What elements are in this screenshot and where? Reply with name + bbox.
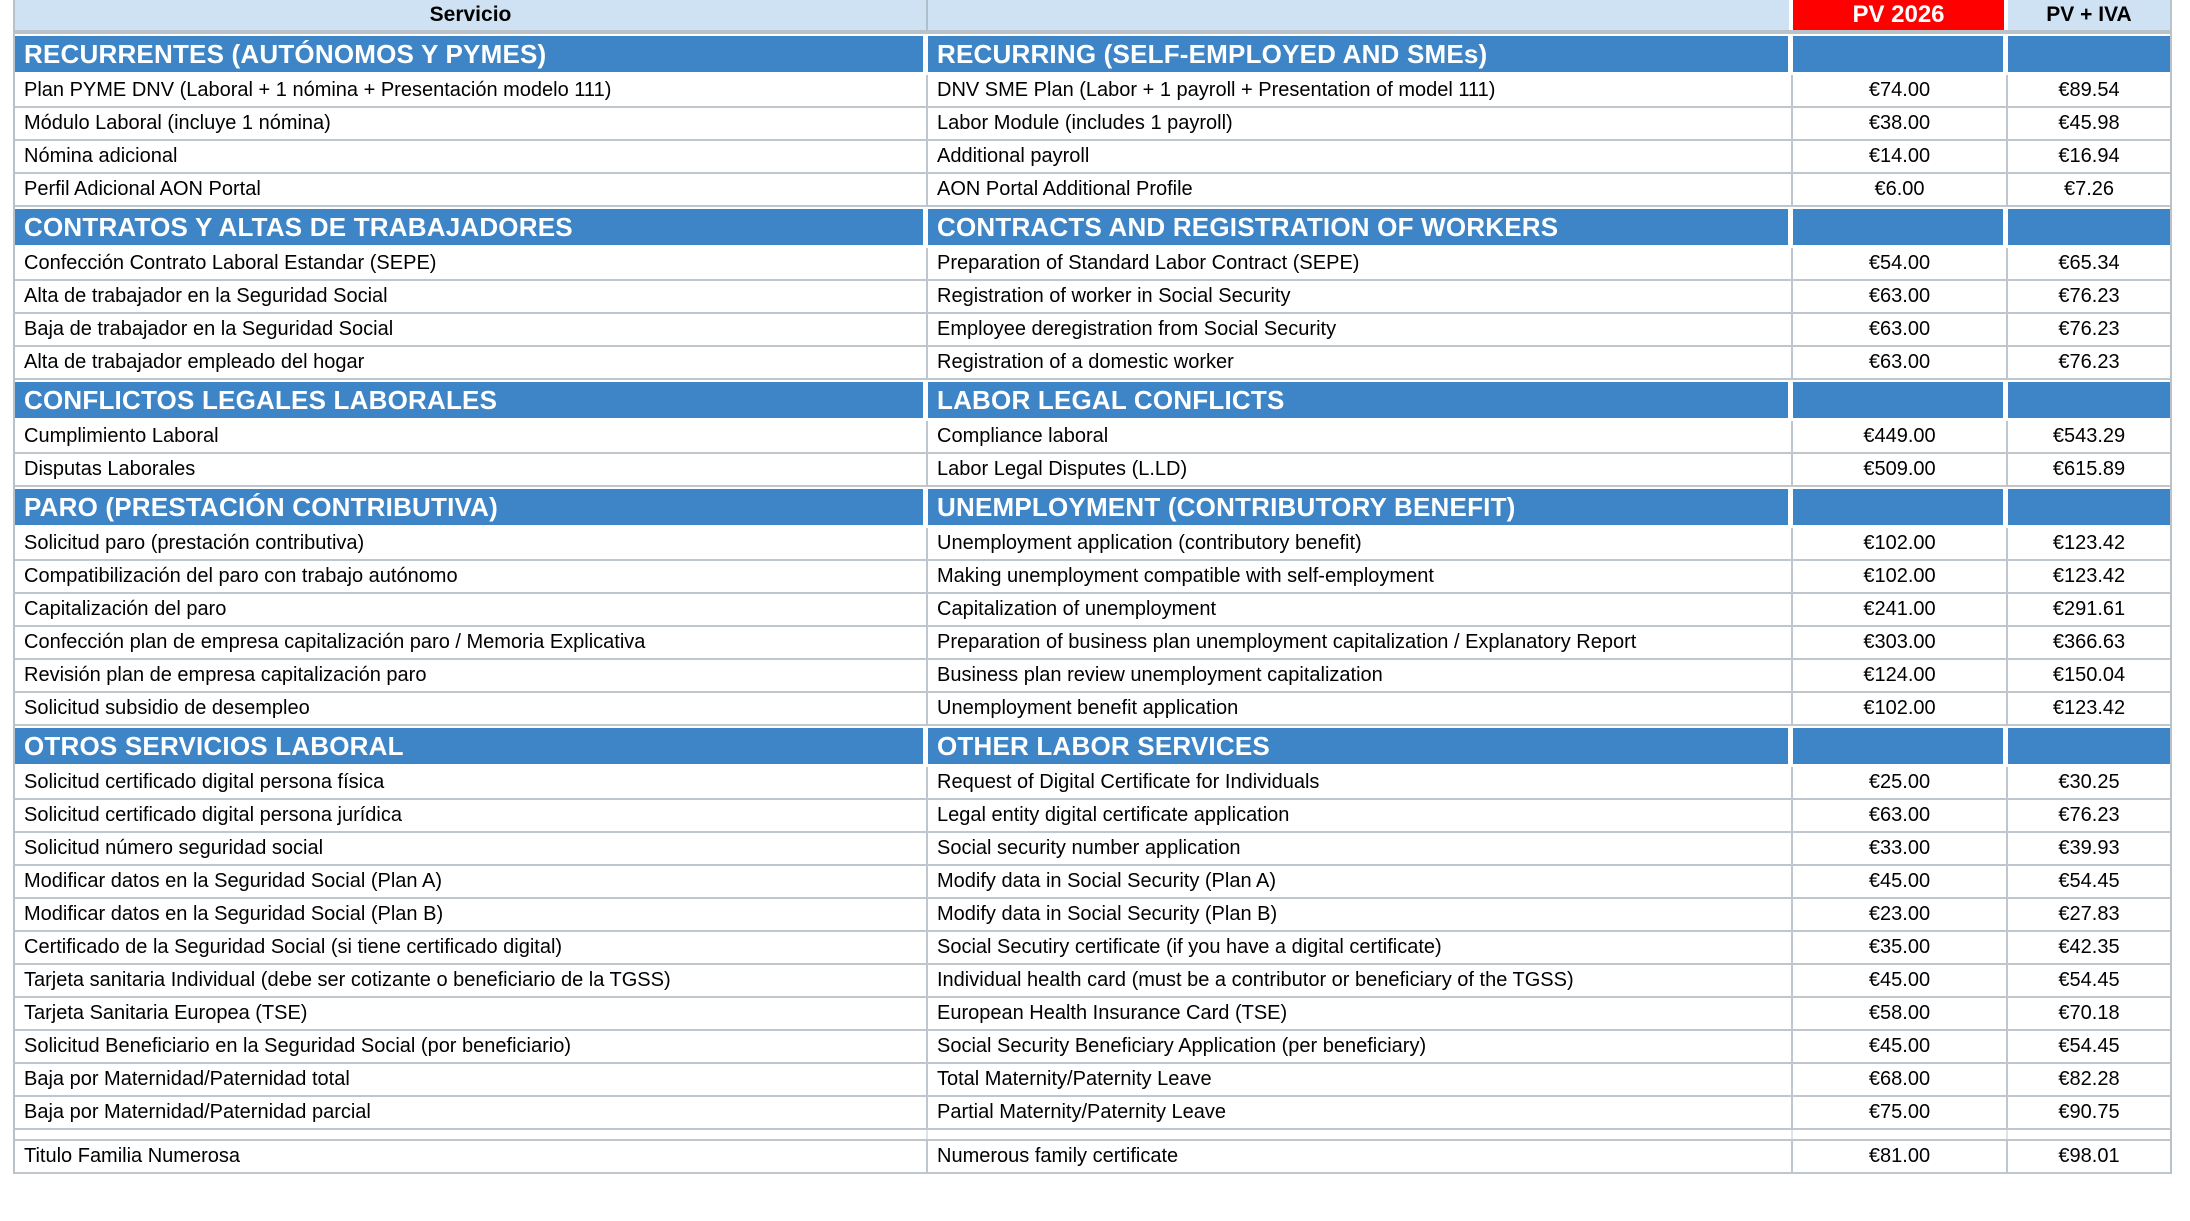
price-pv-iva-cell: €76.23 (2008, 281, 2170, 312)
table-row (15, 454, 2170, 487)
table-row (15, 1064, 2170, 1097)
table-row (15, 141, 2170, 174)
service-name-es-cell: Disputas Laborales (15, 454, 928, 485)
section-title-en: LABOR LEGAL CONFLICTS (928, 380, 1793, 421)
table-row (15, 281, 2170, 314)
service-name-en-cell: Employee deregistration from Social Security (928, 314, 1793, 345)
service-name-en-cell: Labor Legal Disputes (L.LD) (928, 454, 1793, 485)
price-pv-iva-cell: €123.42 (2008, 693, 2170, 724)
column-header-pv-iva: PV + IVA (2008, 0, 2170, 30)
table-row (15, 1097, 2170, 1130)
service-name-en-cell: Partial Maternity/Paternity Leave (928, 1097, 1793, 1128)
service-name-en-cell: AON Portal Additional Profile (928, 174, 1793, 205)
section-empty-iva-cell (2008, 207, 2170, 248)
price-pv-cell: €25.00 (1793, 767, 2008, 798)
service-name-es-cell: Perfil Adicional AON Portal (15, 174, 928, 205)
price-pv-iva-cell: €123.42 (2008, 528, 2170, 559)
section-title-es: CONTRATOS Y ALTAS DE TRABAJADORES (15, 207, 928, 248)
price-table (13, 0, 2172, 1174)
price-pv-cell: €58.00 (1793, 998, 2008, 1029)
service-name-es-cell: Confección Contrato Laboral Estandar (SEPE) (15, 248, 928, 279)
section-title-es: PARO (PRESTACIÓN CONTRIBUTIVA) (15, 487, 928, 528)
table-row (15, 528, 2170, 561)
price-pv-iva-cell: €76.23 (2008, 347, 2170, 378)
service-name-en-cell: Social Secutiry certificate (if you have a digital certificate) (928, 932, 1793, 963)
table-row (15, 347, 2170, 380)
section-title-en: OTHER LABOR SERVICES (928, 726, 1793, 767)
price-pv-iva-cell: €76.23 (2008, 314, 2170, 345)
service-name-es-cell: Solicitud certificado digital persona física (15, 767, 928, 798)
service-name-en-cell: Making unemployment compatible with self-employment (928, 561, 1793, 592)
price-pv-iva-cell: €89.54 (2008, 75, 2170, 106)
price-pv-iva-cell: €54.45 (2008, 965, 2170, 996)
gap-cell (928, 1130, 1793, 1139)
section-empty-iva-cell (2008, 34, 2170, 75)
service-name-es-cell: Revisión plan de empresa capitalización paro (15, 660, 928, 691)
section-empty-pv-cell (1793, 487, 2008, 528)
price-pv-cell: €102.00 (1793, 693, 2008, 724)
price-pv-cell: €509.00 (1793, 454, 2008, 485)
price-pv-cell: €75.00 (1793, 1097, 2008, 1128)
price-pv-iva-cell: €543.29 (2008, 421, 2170, 452)
table-row (15, 174, 2170, 207)
price-pv-cell: €124.00 (1793, 660, 2008, 691)
gap-cell (1793, 1130, 2008, 1139)
price-pv-cell: €6.00 (1793, 174, 2008, 205)
section-title-es: RECURRENTES (AUTÓNOMOS Y PYMES) (15, 34, 928, 75)
service-name-es-cell: Certificado de la Seguridad Social (si tiene certificado digital) (15, 932, 928, 963)
service-name-es-cell: Solicitud subsidio de desempleo (15, 693, 928, 724)
price-pv-iva-cell: €39.93 (2008, 833, 2170, 864)
price-pv-iva-cell: €54.45 (2008, 1031, 2170, 1062)
price-pv-iva-cell: €90.75 (2008, 1097, 2170, 1128)
section-header-row (15, 207, 2170, 248)
price-pv-iva-cell: €615.89 (2008, 454, 2170, 485)
price-pv-cell: €68.00 (1793, 1064, 2008, 1095)
service-name-es-cell: Baja de trabajador en la Seguridad Social (15, 314, 928, 345)
service-name-es-cell: Alta de trabajador empleado del hogar (15, 347, 928, 378)
table-row (15, 833, 2170, 866)
service-name-en-cell: Registration of a domestic worker (928, 347, 1793, 378)
section-title-en: RECURRING (SELF-EMPLOYED AND SMEs) (928, 34, 1793, 75)
price-pv-cell: €102.00 (1793, 561, 2008, 592)
service-name-es-cell: Baja por Maternidad/Paternidad parcial (15, 1097, 928, 1128)
price-pv-cell: €63.00 (1793, 314, 2008, 345)
table-row (15, 800, 2170, 833)
section-title-en: CONTRACTS AND REGISTRATION OF WORKERS (928, 207, 1793, 248)
service-name-es-cell: Módulo Laboral (incluye 1 nómina) (15, 108, 928, 139)
gap-cell (2008, 1130, 2170, 1139)
price-pv-cell: €45.00 (1793, 866, 2008, 897)
service-name-es-cell: Cumplimiento Laboral (15, 421, 928, 452)
service-name-es-cell: Nómina adicional (15, 141, 928, 172)
price-pv-cell: €81.00 (1793, 1141, 2008, 1172)
table-row (15, 866, 2170, 899)
service-name-es-cell: Tarjeta sanitaria Individual (debe ser cotizante o beneficiario de la TGSS) (15, 965, 928, 996)
table-row (15, 594, 2170, 627)
section-header-row (15, 726, 2170, 767)
price-pv-cell: €23.00 (1793, 899, 2008, 930)
column-header-servicio: Servicio (15, 0, 928, 30)
service-name-en-cell: Compliance laboral (928, 421, 1793, 452)
price-pv-cell: €63.00 (1793, 800, 2008, 831)
table-row (15, 767, 2170, 800)
service-name-en-cell: Social security number application (928, 833, 1793, 864)
price-pv-iva-cell: €7.26 (2008, 174, 2170, 205)
section-empty-iva-cell (2008, 726, 2170, 767)
price-pv-iva-cell: €16.94 (2008, 141, 2170, 172)
section-header-row (15, 487, 2170, 528)
price-pv-cell: €449.00 (1793, 421, 2008, 452)
table-row (15, 965, 2170, 998)
service-name-en-cell: Social Security Beneficiary Application (per beneficiary) (928, 1031, 1793, 1062)
price-pv-iva-cell: €98.01 (2008, 1141, 2170, 1172)
price-pv-cell: €74.00 (1793, 75, 2008, 106)
price-pv-cell: €54.00 (1793, 248, 2008, 279)
section-title-en: UNEMPLOYMENT (CONTRIBUTORY BENEFIT) (928, 487, 1793, 528)
service-name-es-cell: Solicitud Beneficiario en la Seguridad Social (por beneficiario) (15, 1031, 928, 1062)
table-row (15, 75, 2170, 108)
price-pv-iva-cell: €54.45 (2008, 866, 2170, 897)
price-pv-iva-cell: €65.34 (2008, 248, 2170, 279)
service-name-en-cell: Unemployment benefit application (928, 693, 1793, 724)
section-header-row (15, 34, 2170, 75)
table-footer (15, 1139, 2170, 1174)
table-header-row (15, 0, 2170, 34)
service-name-es-cell: Alta de trabajador en la Seguridad Social (15, 281, 928, 312)
table-gap-row (15, 1130, 2170, 1139)
price-pv-cell: €63.00 (1793, 281, 2008, 312)
price-pv-iva-cell: €70.18 (2008, 998, 2170, 1029)
table-row (15, 899, 2170, 932)
table-row (15, 561, 2170, 594)
price-pv-cell: €102.00 (1793, 528, 2008, 559)
service-name-en-cell: Numerous family certificate (928, 1141, 1793, 1172)
service-name-en-cell: Modify data in Social Security (Plan A) (928, 866, 1793, 897)
price-pv-cell: €241.00 (1793, 594, 2008, 625)
section-empty-pv-cell (1793, 207, 2008, 248)
table-row (15, 1031, 2170, 1064)
price-pv-iva-cell: €123.42 (2008, 561, 2170, 592)
service-name-en-cell: Legal entity digital certificate application (928, 800, 1793, 831)
table-row (15, 693, 2170, 726)
section-title-es: OTROS SERVICIOS LABORAL (15, 726, 928, 767)
column-header-english (928, 0, 1793, 30)
price-pv-cell: €14.00 (1793, 141, 2008, 172)
section-title-es: CONFLICTOS LEGALES LABORALES (15, 380, 928, 421)
service-name-en-cell: Additional payroll (928, 141, 1793, 172)
service-name-en-cell: Preparation of business plan unemployment capitalization / Explanatory Report (928, 627, 1793, 658)
service-name-es-cell: Tarjeta Sanitaria Europea (TSE) (15, 998, 928, 1029)
price-pv-cell: €45.00 (1793, 1031, 2008, 1062)
price-pv-iva-cell: €82.28 (2008, 1064, 2170, 1095)
gap-cell (15, 1130, 928, 1139)
table-row (15, 660, 2170, 693)
service-name-en-cell: Labor Module (includes 1 payroll) (928, 108, 1793, 139)
price-pv-cell: €45.00 (1793, 965, 2008, 996)
price-pv-iva-cell: €150.04 (2008, 660, 2170, 691)
service-name-es-cell: Compatibilización del paro con trabajo autónomo (15, 561, 928, 592)
service-name-es-cell: Solicitud certificado digital persona jurídica (15, 800, 928, 831)
service-name-en-cell: Modify data in Social Security (Plan B) (928, 899, 1793, 930)
table-row (15, 108, 2170, 141)
price-pv-cell: €35.00 (1793, 932, 2008, 963)
service-name-es-cell: Titulo Familia Numerosa (15, 1141, 928, 1172)
service-name-es-cell: Solicitud paro (prestación contributiva) (15, 528, 928, 559)
section-header-row (15, 380, 2170, 421)
service-name-en-cell: Registration of worker in Social Security (928, 281, 1793, 312)
service-name-en-cell: DNV SME Plan (Labor + 1 payroll + Presentation of model 111) (928, 75, 1793, 106)
section-empty-iva-cell (2008, 380, 2170, 421)
section-empty-pv-cell (1793, 34, 2008, 75)
table-row (15, 998, 2170, 1031)
section-empty-pv-cell (1793, 380, 2008, 421)
service-name-en-cell: Total Maternity/Paternity Leave (928, 1064, 1793, 1095)
price-pv-iva-cell: €30.25 (2008, 767, 2170, 798)
price-pv-iva-cell: €45.98 (2008, 108, 2170, 139)
price-pv-iva-cell: €27.83 (2008, 899, 2170, 930)
price-pv-cell: €303.00 (1793, 627, 2008, 658)
table-row (15, 314, 2170, 347)
price-pv-iva-cell: €76.23 (2008, 800, 2170, 831)
price-pv-cell: €33.00 (1793, 833, 2008, 864)
section-empty-iva-cell (2008, 487, 2170, 528)
service-name-es-cell: Plan PYME DNV (Laboral + 1 nómina + Presentación modelo 111) (15, 75, 928, 106)
service-name-es-cell: Modificar datos en la Seguridad Social (Plan A) (15, 866, 928, 897)
table-row (15, 1139, 2170, 1174)
service-name-en-cell: Business plan review unemployment capitalization (928, 660, 1793, 691)
table-row (15, 421, 2170, 454)
service-name-en-cell: Request of Digital Certificate for Individuals (928, 767, 1793, 798)
service-name-en-cell: Unemployment application (contributory benefit) (928, 528, 1793, 559)
service-name-es-cell: Solicitud número seguridad social (15, 833, 928, 864)
table-row (15, 932, 2170, 965)
column-header-pv2026: PV 2026 (1793, 0, 2008, 30)
service-name-es-cell: Confección plan de empresa capitalización paro / Memoria Explicativa (15, 627, 928, 658)
price-pv-iva-cell: €42.35 (2008, 932, 2170, 963)
price-pv-iva-cell: €291.61 (2008, 594, 2170, 625)
service-name-es-cell: Capitalización del paro (15, 594, 928, 625)
table-row (15, 248, 2170, 281)
section-empty-pv-cell (1793, 726, 2008, 767)
service-name-en-cell: Individual health card (must be a contributor or beneficiary of the TGSS) (928, 965, 1793, 996)
service-name-en-cell: European Health Insurance Card (TSE) (928, 998, 1793, 1029)
price-pv-iva-cell: €366.63 (2008, 627, 2170, 658)
service-name-es-cell: Baja por Maternidad/Paternidad total (15, 1064, 928, 1095)
table-row (15, 627, 2170, 660)
service-name-en-cell: Capitalization of unemployment (928, 594, 1793, 625)
table-body (15, 34, 2170, 1130)
price-pv-cell: €63.00 (1793, 347, 2008, 378)
service-name-en-cell: Preparation of Standard Labor Contract (SEPE) (928, 248, 1793, 279)
service-name-es-cell: Modificar datos en la Seguridad Social (Plan B) (15, 899, 928, 930)
price-pv-cell: €38.00 (1793, 108, 2008, 139)
